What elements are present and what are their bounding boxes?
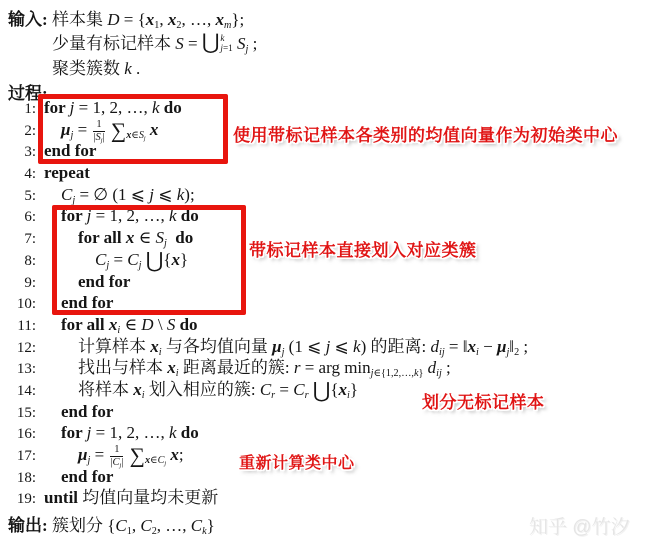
- line-number: 13:: [16, 361, 36, 378]
- line-content: for j = 1, 2, …, k do: [61, 206, 199, 226]
- input-row-1: [8, 8, 244, 31]
- line-content: until 均值向量均未更新: [44, 488, 219, 508]
- line-content: for j = 1, 2, …, k do: [61, 423, 199, 443]
- input-line-1: 样本集 $D = \{x_1$, $x_2$, …, $x_m$};: [52, 10, 245, 32]
- line-content: $\mu_j$ = $\frac{1}{|C_j|}$ $\sum_{x\in C_j}$ x;: [78, 443, 184, 470]
- line-number: 1:: [24, 101, 36, 117]
- line-content: $C_j$ = ∅ (1 ⩽ j ⩽ k);: [61, 184, 195, 206]
- pseudocode-body: [0, 97, 655, 509]
- code-line-16: [0, 422, 655, 444]
- annotation-2: 带标记样本直接划入对应类簇: [249, 241, 477, 260]
- code-line-10: [0, 292, 655, 314]
- line-number: 11:: [17, 317, 36, 334]
- line-number: 2:: [24, 122, 36, 139]
- line-content: for j = 1, 2, …, k do: [44, 98, 182, 117]
- line-number: 7:: [24, 231, 36, 248]
- line-content: for all $x_i$ ∈ D \ S do: [61, 314, 198, 336]
- input-row-2: [8, 32, 257, 55]
- process-label: 过程:: [8, 84, 48, 103]
- code-line-19: [0, 487, 655, 509]
- line-content: repeat: [44, 163, 90, 183]
- line-number: 4:: [24, 166, 36, 183]
- output-row: [8, 514, 215, 537]
- line-number: 12:: [16, 339, 36, 356]
- line-number: 16:: [16, 426, 36, 443]
- line-number: 5:: [24, 187, 36, 204]
- code-line-6: [0, 205, 655, 227]
- line-number: 14:: [16, 382, 36, 399]
- line-number: 6:: [24, 209, 36, 226]
- line-number: 15:: [16, 404, 36, 421]
- annotation-4: 重新计算类中心: [239, 455, 355, 472]
- line-content: 计算样本 $x_i$ 与各均值向量 $\mu_j$ (1 ⩽ j ⩽ k) 的距离: $d_{ij}$ = $‖x_i$ − $\mu_j‖_2$ ;: [78, 336, 529, 358]
- line-content: end for: [44, 141, 97, 161]
- line-number: 8:: [24, 252, 36, 269]
- code-line-14: [0, 379, 655, 401]
- input-line-3: 聚类簇数 k .: [52, 59, 141, 78]
- output-line: 簇划分 {$C_1$, $C_2$, …, $C_k$}: [52, 516, 215, 538]
- line-content: $\mu_j$ = $\frac{1}{|S_j|}$ $\sum_{x\in S_j}$ x: [61, 118, 159, 144]
- line-number: 19:: [16, 491, 36, 508]
- code-line-12: [0, 336, 655, 358]
- code-line-4: [0, 162, 655, 184]
- watermark: 知乎 @竹汐: [529, 517, 630, 538]
- input-line-2: 少量有标记样本 S = ⋃ k j=1 $S_j$ ;: [52, 30, 258, 56]
- line-content: end for: [61, 293, 114, 313]
- line-content: 找出与样本 $x_i$ 距离最近的簇: r = arg $\min_{j\in\{1,2,\dots,k\}} d_{ij}$ ;: [78, 358, 451, 380]
- line-content: end for: [61, 466, 114, 486]
- line-number: 17:: [16, 448, 36, 464]
- annotation-1: 使用带标记样本各类别的均值向量作为初始类中心: [233, 126, 618, 145]
- output-label: 输出:: [8, 516, 48, 535]
- code-line-9: [0, 271, 655, 293]
- line-content: $C_j = C_j$ ⋃{x}: [95, 248, 189, 273]
- line-content: end for: [61, 401, 114, 421]
- line-number: 10:: [16, 296, 36, 313]
- code-line-15: [0, 401, 655, 423]
- line-number: 3:: [24, 144, 36, 161]
- input-label: 输入:: [8, 10, 48, 29]
- code-line-1: [0, 97, 655, 119]
- line-content: end for: [78, 271, 131, 291]
- annotation-3: 划分无标记样本: [422, 393, 545, 412]
- input-row-3: [8, 57, 140, 80]
- line-number: 18:: [16, 469, 36, 486]
- line-number: 9:: [24, 274, 36, 291]
- code-line-13: [0, 357, 655, 379]
- line-content: for all x ∈ $S_j$ do: [78, 228, 194, 250]
- code-line-5: [0, 184, 655, 206]
- line-content: 将样本 $x_i$ 划入相应的簇: $C_r = C_r$ $⋃\{x_i\}$: [78, 378, 359, 403]
- code-line-11: [0, 314, 655, 336]
